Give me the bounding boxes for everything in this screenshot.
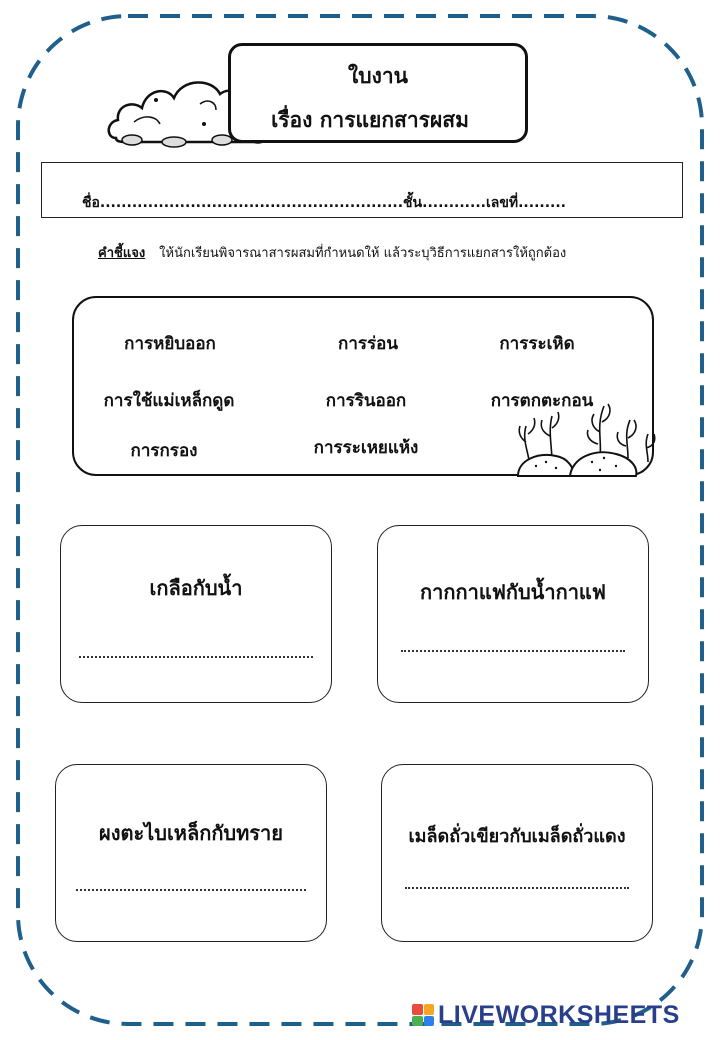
mixture-title: เกลือกับน้ำ <box>149 576 243 600</box>
mixture-title: ผงตะไบเหล็กกับทราย <box>98 821 284 845</box>
answer-field[interactable] <box>401 636 625 652</box>
method-option[interactable]: การร่อน <box>338 334 398 354</box>
worksheet-title: ใบงาน <box>348 64 408 88</box>
instruction <box>98 242 566 263</box>
mixture-card <box>381 764 653 942</box>
coral-rocks-icon <box>512 396 662 480</box>
instruction-text: ให้นักเรียนพิจารณาสารผสมที่กำหนดให้ แล้วระบุวิธีการแยกสารให้ถูกต้อง <box>159 246 567 261</box>
mixture-card <box>55 764 327 942</box>
instruction-label: คำชี้แจง <box>98 246 146 261</box>
method-option[interactable]: การระเหิด <box>499 334 575 354</box>
method-option[interactable]: การตกตะกอน <box>490 391 594 411</box>
mixture-card <box>60 525 332 703</box>
liveworksheets-logo <box>412 1001 680 1029</box>
mixture-card <box>377 525 649 703</box>
worksheet-subtitle: เรื่อง การแยกสารผสม <box>271 108 469 132</box>
mixture-title: เมล็ดถั่วเขียวกับเมล็ดถั่วแดง <box>408 826 626 847</box>
answer-field[interactable] <box>76 875 306 891</box>
method-option[interactable]: การรินออก <box>325 391 407 411</box>
method-option[interactable]: การใช้แม่เหล็กดูด <box>103 391 235 411</box>
liveworksheets-logo-icon <box>412 1004 434 1026</box>
worksheet-title-box <box>228 43 528 143</box>
student-info-line: ชื่อ.........................................................ชั้น............เลขที่......... <box>82 195 566 211</box>
answer-field[interactable] <box>405 873 629 889</box>
answer-field[interactable] <box>79 642 313 658</box>
logo-text: LIVEWORKSHEETS <box>438 1000 680 1029</box>
method-option[interactable]: การกรอง <box>130 441 198 461</box>
method-option[interactable]: การหยิบออก <box>124 334 216 354</box>
student-info-box <box>41 162 683 218</box>
method-option[interactable]: การระเหยแห้ง <box>313 438 419 458</box>
mixture-title: กากกาแฟกับน้ำกาแฟ <box>420 580 606 604</box>
